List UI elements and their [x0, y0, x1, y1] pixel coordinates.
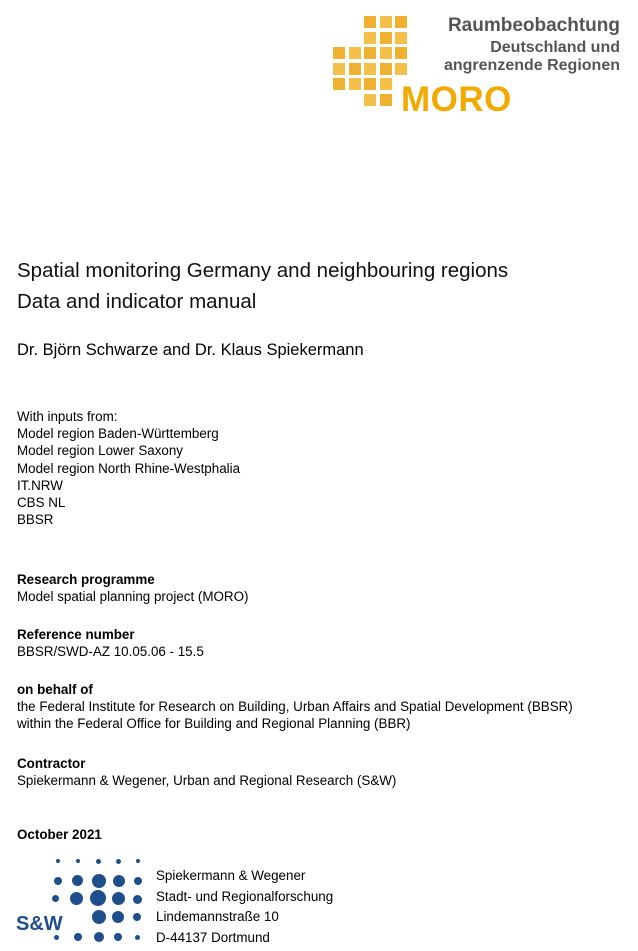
contractor-value: Spiekermann & Wegener, Urban and Regional Research (S&W)	[17, 773, 397, 789]
logo-square	[380, 16, 392, 28]
behalf-line-2: within the Federal Office for Building and Regional Planning (BBR)	[17, 716, 411, 732]
research-label: Research programme	[17, 572, 155, 587]
behalf-label: on behalf of	[17, 682, 93, 697]
logo-square	[349, 78, 361, 90]
logo-square	[380, 94, 392, 106]
address-line: Stadt- und Regionalforschung	[156, 888, 334, 904]
logo-square	[349, 47, 361, 59]
sw-logo-text: S&W	[16, 913, 63, 935]
behalf-section	[17, 681, 573, 733]
logo-dot	[112, 892, 125, 905]
behalf-line-1: the Federal Institute for Research on Building, Urban Affairs and Spatial Development (BBSR)	[17, 699, 573, 715]
logo-square	[395, 63, 407, 75]
logo-square	[349, 63, 361, 75]
logo-square	[380, 63, 392, 75]
logo-square	[364, 47, 376, 59]
contractor-address	[156, 866, 333, 948]
logo-square	[364, 94, 376, 106]
address-line: D-44137 Dortmund	[156, 929, 270, 945]
logo-dot	[116, 859, 121, 864]
inputs-section	[17, 408, 240, 528]
logo-square	[364, 78, 376, 90]
inputs-item: CBS NL	[17, 495, 66, 511]
logo-dot	[94, 932, 104, 942]
logo-square	[333, 78, 345, 90]
logo-square	[364, 32, 376, 44]
logo-dot	[114, 933, 122, 941]
logo-square	[364, 16, 376, 28]
address-line: Spiekermann & Wegener	[156, 868, 306, 883]
logo-square	[333, 63, 345, 75]
reference-section	[17, 626, 204, 660]
document-title-line-2: Data and indicator manual	[17, 290, 257, 313]
logo-square	[380, 47, 392, 59]
logo-square	[395, 32, 407, 44]
logo-dot	[76, 859, 80, 863]
inputs-heading: With inputs from:	[17, 409, 118, 424]
research-section	[17, 571, 248, 605]
logo-dot	[133, 913, 141, 921]
inputs-item: Model region Lower Saxony	[17, 443, 183, 459]
address-line: Lindemannstraße 10	[156, 909, 279, 924]
logo-square	[333, 47, 345, 59]
inputs-item: Model region North Rhine-Westphalia	[17, 460, 241, 476]
logo-dot	[56, 859, 60, 863]
research-value: Model spatial planning project (MORO)	[17, 589, 249, 605]
document-title-line-1: Spatial monitoring Germany and neighbouring regions	[17, 259, 509, 282]
logo-dot	[70, 892, 83, 905]
logo-dot	[54, 877, 62, 885]
logo-dot	[96, 859, 101, 864]
logo-dot	[92, 910, 106, 924]
logo-dot	[72, 875, 83, 886]
header-line-2: Deutschland und	[490, 39, 620, 56]
logo-square	[380, 78, 392, 90]
logo-dot	[135, 935, 140, 940]
logo-dot	[90, 890, 106, 906]
logo-square	[395, 47, 407, 59]
logo-dot	[52, 895, 59, 902]
moro-brand: MORO	[401, 80, 512, 119]
contractor-section	[17, 755, 396, 789]
header-line-1: Raumbeobachtung	[447, 15, 620, 36]
reference-label: Reference number	[17, 627, 135, 642]
logo-dot	[92, 874, 106, 888]
logo-square	[395, 16, 407, 28]
moro-logo	[0, 0, 638, 125]
contractor-label: Contractor	[17, 756, 86, 771]
inputs-item: BBSR	[17, 512, 54, 528]
logo-dot	[113, 875, 125, 887]
publication-date: October 2021	[17, 827, 102, 842]
logo-dot	[136, 859, 140, 863]
logo-dot	[133, 895, 142, 904]
logo-square	[364, 63, 376, 75]
reference-value: BBSR/SWD-AZ 10.05.06 - 15.5	[17, 644, 204, 660]
header-line-3: angrenzende Regionen	[443, 57, 620, 74]
logo-dot	[112, 911, 124, 923]
sw-logo	[14, 857, 144, 949]
logo-dot	[134, 877, 142, 885]
logo-square	[380, 32, 392, 44]
inputs-item: Model region Baden-Württemberg	[17, 426, 219, 442]
logo-dot	[74, 933, 82, 941]
authors: Dr. Björn Schwarze and Dr. Klaus Spiekermann	[17, 341, 364, 359]
inputs-item: IT.NRW	[17, 477, 63, 493]
